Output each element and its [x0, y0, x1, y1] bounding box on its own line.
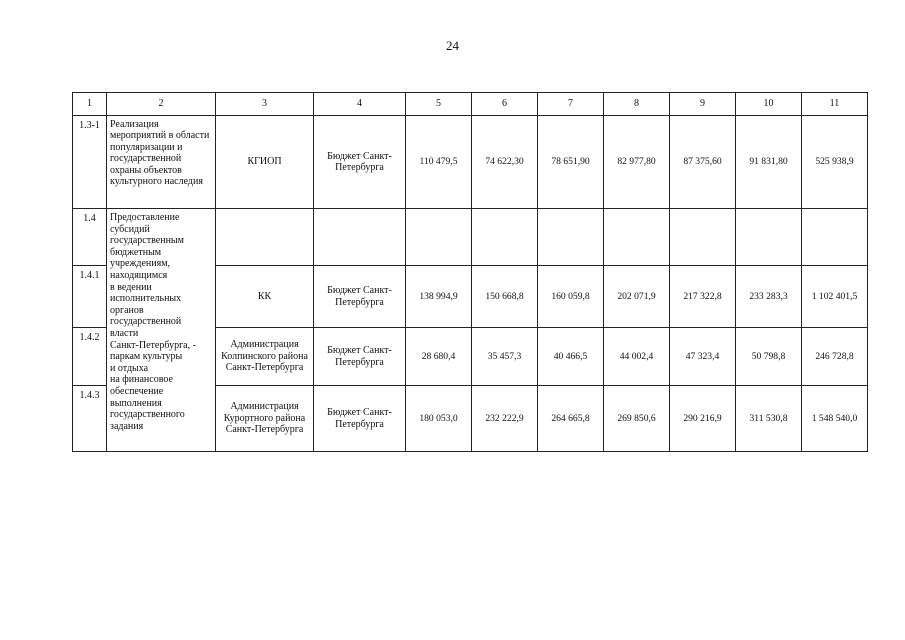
value-cell — [802, 209, 868, 266]
activity-name-line: Санкт-Петербурга, - — [110, 339, 196, 351]
value-cell: 40 466,5 — [538, 328, 604, 386]
value-cell: 202 071,9 — [604, 266, 670, 328]
executor-cell — [216, 209, 314, 266]
activity-name-line: учреждениям, — [110, 258, 171, 270]
value-cell: 138 994,9 — [406, 266, 472, 328]
table-row — [73, 116, 868, 209]
value-cell: 50 798,8 — [736, 328, 802, 386]
funding-source-cell: Бюджет Санкт-Петербурга — [314, 386, 406, 452]
executor-cell: КГИОП — [216, 116, 314, 209]
budget-table — [72, 92, 868, 452]
column-header: 4 — [314, 93, 406, 116]
activity-name-line: обеспечение — [110, 385, 164, 397]
value-cell: 311 530,8 — [736, 386, 802, 452]
activity-name-line: органов — [110, 304, 144, 316]
page-number: 24 — [446, 38, 459, 53]
value-cell: 47 323,4 — [670, 328, 736, 386]
activity-name-line: на финансовое — [110, 374, 173, 386]
value-cell — [406, 209, 472, 266]
funding-source-cell: Бюджет Санкт-Петербурга — [314, 116, 406, 209]
value-cell — [670, 209, 736, 266]
activity-name-line: государственной — [110, 316, 182, 328]
funding-source-cell: Бюджет Санкт-Петербурга — [314, 328, 406, 386]
value-cell: 87 375,60 — [670, 116, 736, 209]
value-cell: 269 850,6 — [604, 386, 670, 452]
column-header: 8 — [604, 93, 670, 116]
column-header: 9 — [670, 93, 736, 116]
value-cell: 91 831,80 — [736, 116, 802, 209]
activity-name-line: государственного — [110, 409, 185, 421]
activity-name-line: задания — [110, 420, 144, 432]
activity-name-line: субсидий — [110, 223, 150, 235]
activity-name-line: Предоставление — [110, 212, 180, 223]
column-header: 11 — [802, 93, 868, 116]
activity-name: Реализация мероприятий в области популяризации и государственной охраны объектов культурного наследия — [107, 116, 216, 209]
value-cell: 160 059,8 — [538, 266, 604, 328]
activity-name — [107, 209, 216, 452]
funding-source-cell: Бюджет Санкт-Петербурга — [314, 266, 406, 328]
column-header: 5 — [406, 93, 472, 116]
value-cell: 82 977,80 — [604, 116, 670, 209]
activity-name-line: власти — [110, 327, 139, 339]
activity-name-line: бюджетным — [110, 246, 162, 258]
value-cell: 44 002,4 — [604, 328, 670, 386]
table-header-row — [73, 93, 868, 116]
value-cell: 35 457,3 — [472, 328, 538, 386]
executor-cell: Администрация Курортного района Санкт-Петербурга — [216, 386, 314, 452]
value-cell — [538, 209, 604, 266]
funding-source-cell — [314, 209, 406, 266]
table-row — [73, 209, 868, 266]
value-cell: 525 938,9 — [802, 116, 868, 209]
row-code: 1.4.1 — [73, 266, 107, 328]
activity-name-line: государственным — [110, 235, 184, 247]
value-cell: 28 680,4 — [406, 328, 472, 386]
value-cell — [472, 209, 538, 266]
value-cell: 217 322,8 — [670, 266, 736, 328]
value-cell: 290 216,9 — [670, 386, 736, 452]
column-header: 10 — [736, 93, 802, 116]
value-cell: 1 548 540,0 — [802, 386, 868, 452]
executor-cell: Администрация Колпинского района Санкт-Петербурга — [216, 328, 314, 386]
value-cell: 1 102 401,5 — [802, 266, 868, 328]
value-cell: 74 622,30 — [472, 116, 538, 209]
column-header: 6 — [472, 93, 538, 116]
activity-name-line: находящимся — [110, 269, 168, 281]
column-header: 1 — [73, 93, 107, 116]
value-cell: 78 651,90 — [538, 116, 604, 209]
executor-cell: КК — [216, 266, 314, 328]
row-code: 1.3-1 — [73, 116, 107, 209]
value-cell: 246 728,8 — [802, 328, 868, 386]
column-header: 2 — [107, 93, 216, 116]
value-cell: 150 668,8 — [472, 266, 538, 328]
row-code: 1.4.3 — [73, 386, 107, 452]
activity-name-line: выполнения — [110, 397, 162, 409]
activity-name-line: в ведении — [110, 281, 152, 293]
column-header: 3 — [216, 93, 314, 116]
value-cell: 180 053,0 — [406, 386, 472, 452]
activity-name-line: исполнительных — [110, 293, 182, 305]
value-cell: 232 222,9 — [472, 386, 538, 452]
column-header: 7 — [538, 93, 604, 116]
activity-name-line: паркам культуры — [110, 351, 183, 363]
row-code: 1.4.2 — [73, 328, 107, 386]
value-cell — [604, 209, 670, 266]
value-cell — [736, 209, 802, 266]
value-cell: 264 665,8 — [538, 386, 604, 452]
row-code: 1.4 — [73, 209, 107, 266]
value-cell: 233 283,3 — [736, 266, 802, 328]
value-cell: 110 479,5 — [406, 116, 472, 209]
activity-name-line: и отдыха — [110, 362, 149, 374]
